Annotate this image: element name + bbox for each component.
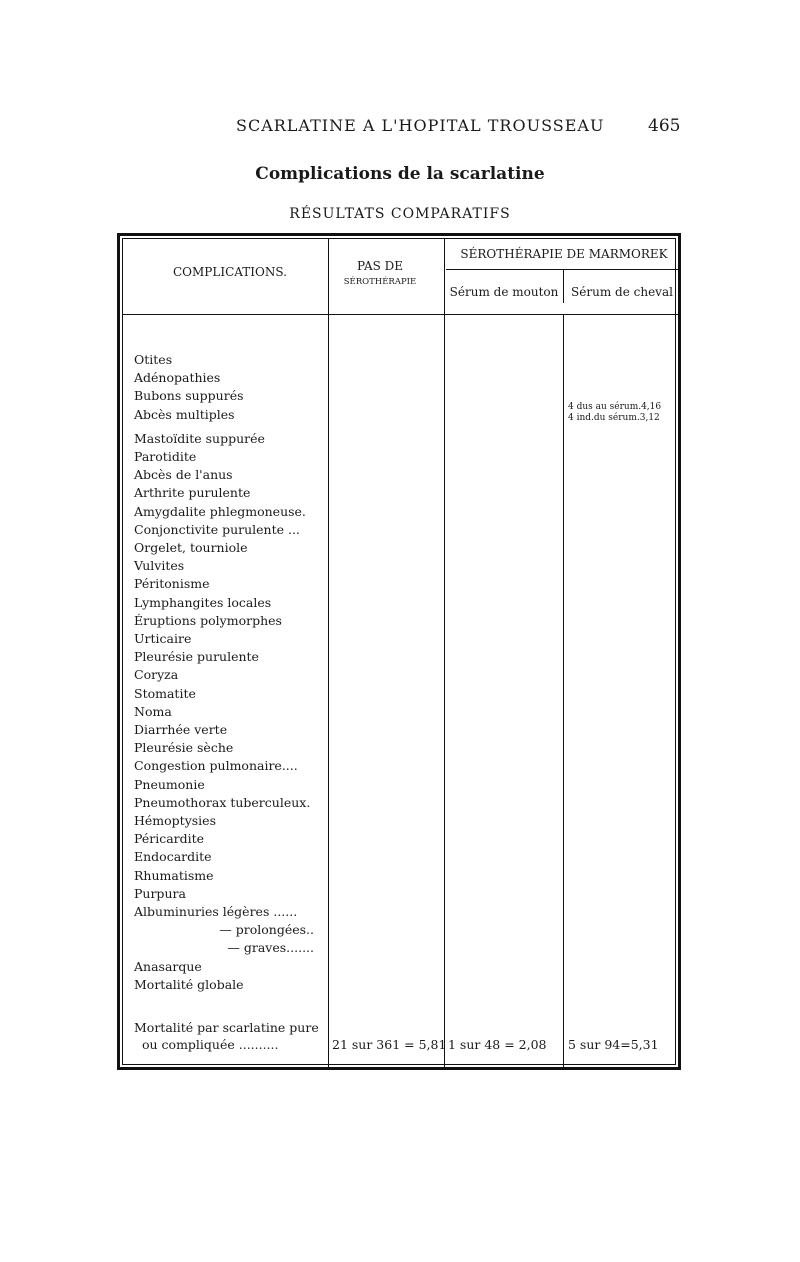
complication-name: Pleurésie sèche bbox=[134, 740, 234, 756]
complication-name: — prolongées.. bbox=[219, 922, 314, 938]
complication-name: Orgelet, tourniole bbox=[134, 540, 248, 555]
complication-name: Mastoïdite suppurée bbox=[134, 430, 265, 446]
complication-name: Mortalité globale bbox=[134, 976, 244, 992]
cell-count-secondary: 4 ind.du sérum.3,12 bbox=[568, 412, 660, 423]
complication-name: Coryza bbox=[134, 667, 179, 683]
complication-name: Purpura bbox=[134, 885, 186, 901]
complication-name: Lymphangites locales bbox=[134, 594, 272, 610]
complication-name: Adénopathies bbox=[134, 370, 221, 386]
complication-name: Rhumatisme bbox=[134, 867, 214, 883]
complication-name: Congestion pulmonaire.... bbox=[134, 758, 298, 774]
complication-name: Arthrite purulente bbox=[134, 485, 251, 501]
complication-name: Pneumonie bbox=[134, 776, 205, 792]
complication-name: Albuminuries légères ...... bbox=[134, 904, 298, 919]
complication-name: Vulvites bbox=[134, 558, 185, 574]
complication-name: Conjonctivite purulente ... bbox=[134, 521, 300, 537]
complication-name: Hémoptysies bbox=[134, 813, 216, 828]
page-number: 465 bbox=[648, 116, 681, 136]
header-pas-de: PAS DE bbox=[356, 259, 404, 273]
complication-name: Pneumothorax tuberculeux. bbox=[134, 794, 311, 810]
complication-name: Bubons suppurés bbox=[134, 388, 244, 404]
complication-name: Endocardite bbox=[134, 849, 212, 865]
header-pas-de-sub: SÉROTHÉRAPIE bbox=[343, 277, 417, 287]
complication-name: Anasarque bbox=[134, 958, 202, 974]
header-complications: COMPLICATIONS. bbox=[173, 265, 287, 279]
column-divider-3 bbox=[563, 314, 564, 1067]
complications-table: COMPLICATIONS. PAS DE SÉROTHÉRAPIE SÉROTHÉRAPIE DE MARMOREK Sérum de mouton Sérum de cheval Otites Adénopathies Bubons suppurés Abcès multiples 4 ind.du sérum.3,12 4 dus au sérum.4,16 Mastoïdite suppurée Parotidite Abcès de l'anus Arthrite purulente Amygdalite phlegmoneuse. Conjonctivite purulente ... Orgelet, tourniole Vulvites Péritonisme Lymphangites locales Éruptions polymorphes Urticaire Pleurésie purulente Coryza Stomatite Noma Diarrhée verte Pleurésie sèche Congestion pulmonaire.... Pneumonie Pneumothorax tuberculeux. Hémoptysies Péricardite Endocardite Rhumatisme Purpura Albuminuries légères ...... — prolongées.. — graves....... Anasarque Mortalité globale Mortalité par scarlatine pure ou compliquée .......... 21 sur 361 = 5,81 1 sur 48 = 2,08 5 sur 94=5,31 bbox=[117, 233, 681, 1070]
running-title: SCARLATINE A L'HOPITAL TROUSSEAU bbox=[236, 116, 605, 135]
header-bottom-rule bbox=[122, 314, 678, 315]
cell-count: 4 dus au sérum.4,16 bbox=[568, 401, 662, 412]
complication-name: Otites bbox=[134, 352, 173, 367]
complication-name: Noma bbox=[134, 703, 172, 719]
cell-p3 bbox=[568, 401, 680, 427]
page-title: Complications de la scarlatine bbox=[255, 164, 545, 184]
header-serum-cheval: Sérum de cheval bbox=[571, 285, 673, 299]
complication-name: — graves....... bbox=[227, 940, 314, 956]
complication-name: Éruptions polymorphes bbox=[134, 612, 282, 628]
complication-name: Pleurésie purulente bbox=[134, 649, 259, 665]
header-divider bbox=[563, 269, 564, 303]
complication-name: Péritonisme bbox=[134, 576, 210, 592]
complication-name: Abcès de l'anus bbox=[134, 467, 233, 483]
complication-name: Péricardite bbox=[134, 831, 205, 847]
complication-name: Urticaire bbox=[134, 631, 192, 646]
complication-name: Parotidite bbox=[134, 449, 197, 464]
complication-name: Abcès multiples bbox=[134, 406, 235, 422]
header-serum-mouton: Sérum de mouton bbox=[449, 285, 559, 299]
page-subtitle: RÉSULTATS COMPARATIFS bbox=[289, 206, 511, 222]
complication-name: Amygdalite phlegmoneuse. bbox=[134, 503, 306, 519]
complication-name: Stomatite bbox=[134, 685, 196, 701]
column-divider-2 bbox=[444, 238, 445, 1067]
complication-name: Diarrhée verte bbox=[134, 722, 228, 737]
running-head bbox=[0, 116, 800, 138]
header-serotherapie: SÉROTHÉRAPIE DE MARMOREK bbox=[460, 247, 668, 261]
